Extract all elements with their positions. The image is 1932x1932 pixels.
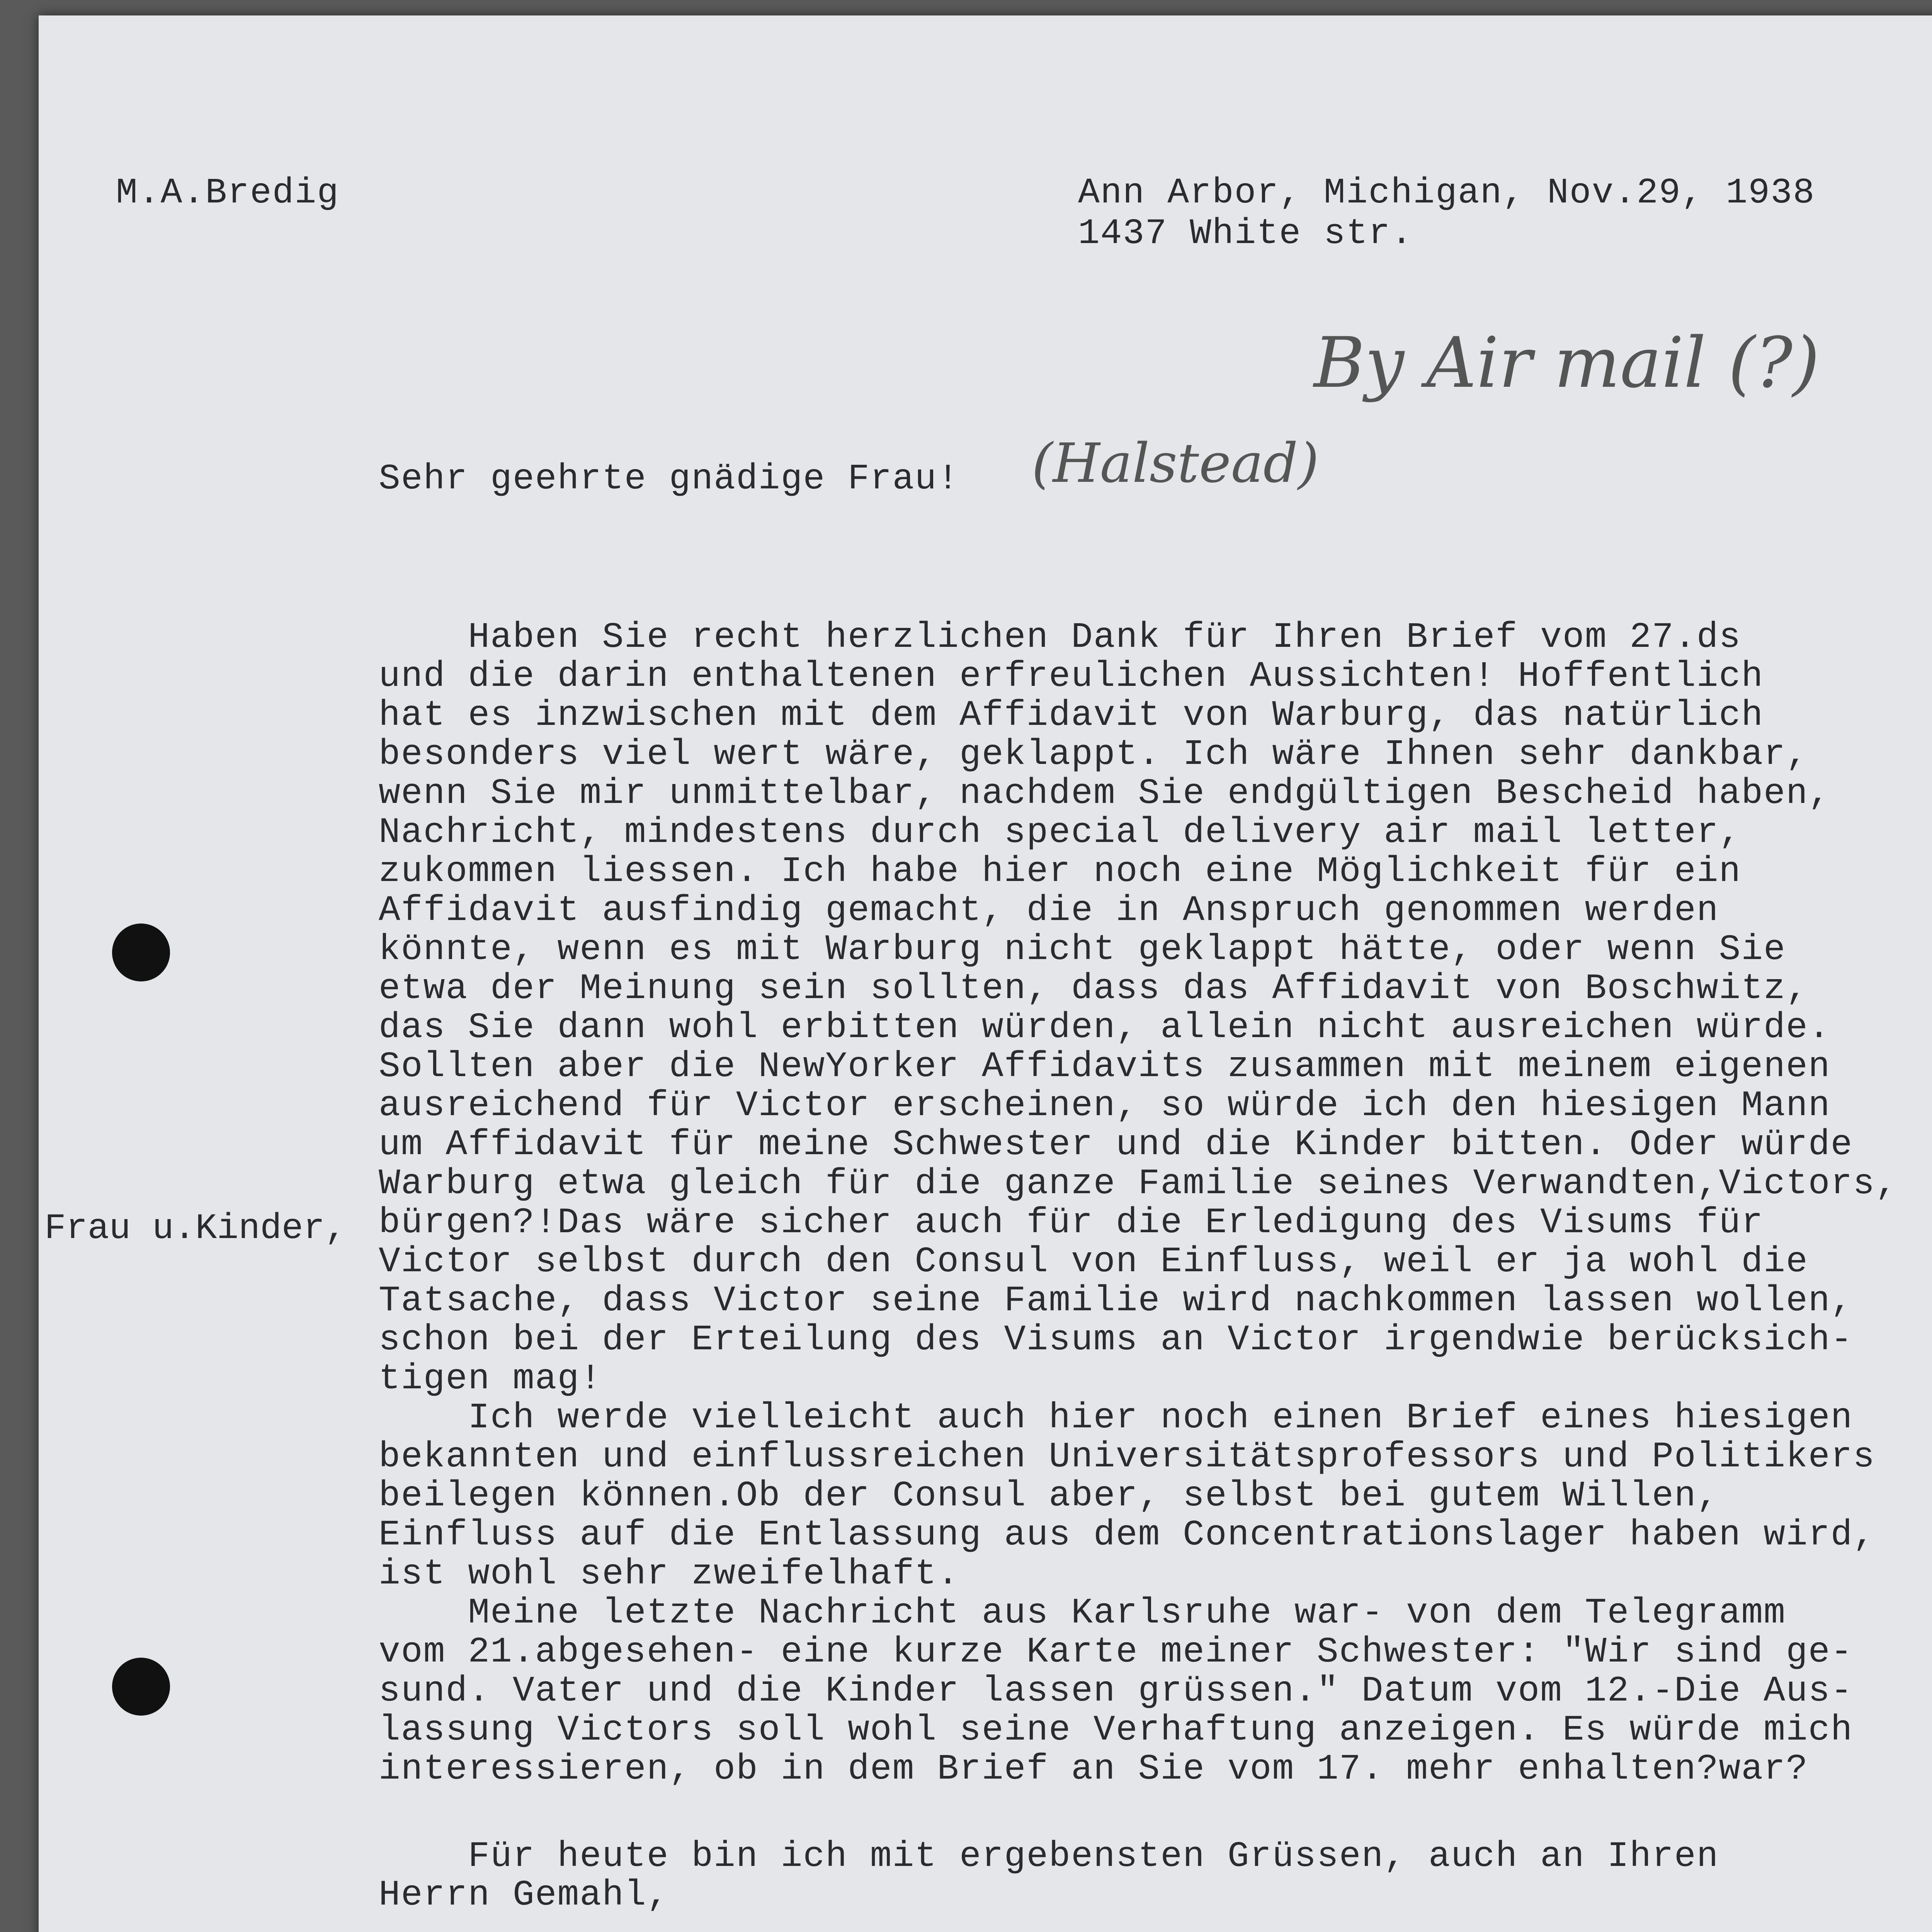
place-date: Ann Arbor, Michigan, Nov.29, 1938 <box>1078 173 1815 213</box>
body-line: könnte, wenn es mit Warburg nicht geklappt hätte, oder wenn Sie <box>379 929 1786 970</box>
body-line: wenn Sie mir unmittelbar, nachdem Sie endgültigen Bescheid haben, <box>379 773 1831 814</box>
body-line: um Affidavit für meine Schwester und die Kinder bitten. Oder würde <box>379 1124 1853 1165</box>
body-line: besonders viel wert wäre, geklappt. Ich wäre Ihnen sehr dankbar, <box>379 734 1808 775</box>
punch-hole-bottom <box>112 1658 170 1716</box>
body-line: Nachricht, mindestens durch special delivery air mail letter, <box>379 812 1742 853</box>
body-line: schon bei der Erteilung des Visums an Victor irgendwie berücksich- <box>379 1320 1853 1360</box>
handwritten-name: (Halstead) <box>1032 432 1319 495</box>
closing-line: Herrn Gemahl, <box>379 1875 669 1915</box>
body-line: Ich werde vielleicht auch hier noch einen Brief eines hiesigen <box>379 1398 1853 1438</box>
body-line: ist wohl sehr zweifelhaft. <box>379 1554 960 1594</box>
body-line: Victor selbst durch den Consul von Einfluss, weil er ja wohl die <box>379 1242 1808 1282</box>
body-line: interessieren, ob in dem Brief an Sie vom 17. mehr enhalten?war? <box>379 1749 1808 1789</box>
body-line: das Sie dann wohl erbitten würden, allein nicht ausreichen würde. <box>379 1007 1831 1048</box>
body-line: und die darin enthaltenen erfreulichen Aussichten! Hoffentlich <box>379 656 1764 697</box>
body-line: bekannten und einflussreichen Universitätsprofessors und Politikers <box>379 1437 1876 1477</box>
body-line: Meine letzte Nachricht aus Karlsruhe war- von dem Telegramm <box>379 1593 1786 1633</box>
salutation: Sehr geehrte gnädige Frau! <box>379 459 960 499</box>
body-line: bürgen?!Das wäre sicher auch für die Erledigung des Visums für <box>379 1202 1764 1243</box>
body-line: beilegen können.Ob der Consul aber, selbst bei gutem Willen, <box>379 1476 1719 1516</box>
margin-note: Frau u.Kinder, <box>44 1208 347 1249</box>
handwritten-airmail-note: By Air mail (?) <box>1314 323 1820 403</box>
closing-line: Für heute bin ich mit ergebensten Grüssen, auch an Ihren <box>379 1836 1719 1877</box>
body-line: vom 21.abgesehen- eine kurze Karte meiner Schwester: "Wir sind ge- <box>379 1632 1853 1672</box>
punch-hole-top <box>112 923 170 981</box>
body-line: Haben Sie recht herzlichen Dank für Ihren Brief vom 27.ds <box>379 617 1742 658</box>
body-line: tigen mag! <box>379 1359 602 1399</box>
body-line: etwa der Meinung sein sollten, dass das Affidavit von Boschwitz, <box>379 968 1808 1009</box>
body-line: hat es inzwischen mit dem Affidavit von Warburg, das natürlich <box>379 695 1764 736</box>
body-line: Tatsache, dass Victor seine Familie wird nachkommen lassen wollen, <box>379 1281 1853 1321</box>
body-line: Affidavit ausfindig gemacht, die in Anspruch genommen werden <box>379 890 1719 931</box>
letter-page <box>39 15 1932 1932</box>
body-line: zukommen liessen. Ich habe hier noch eine Möglichkeit für ein <box>379 851 1742 892</box>
body-line: Sollten aber die NewYorker Affidavits zusammen mit meinem eigenen <box>379 1046 1831 1087</box>
body-line: Einfluss auf die Entlassung aus dem Concentrationslager haben wird, <box>379 1515 1876 1555</box>
sender-address: 1437 White str. <box>1078 213 1413 254</box>
body-line: lassung Victors soll wohl seine Verhaftung anzeigen. Es würde mich <box>379 1710 1853 1750</box>
body-line: Warburg etwa gleich für die ganze Familie seines Verwandten,Victors, <box>379 1163 1898 1204</box>
body-line: sund. Vater und die Kinder lassen grüssen." Datum vom 12.-Die Aus- <box>379 1671 1853 1711</box>
sender-name: M.A.Bredig <box>116 173 340 213</box>
body-line: ausreichend für Victor erscheinen, so würde ich den hiesigen Mann <box>379 1085 1831 1126</box>
